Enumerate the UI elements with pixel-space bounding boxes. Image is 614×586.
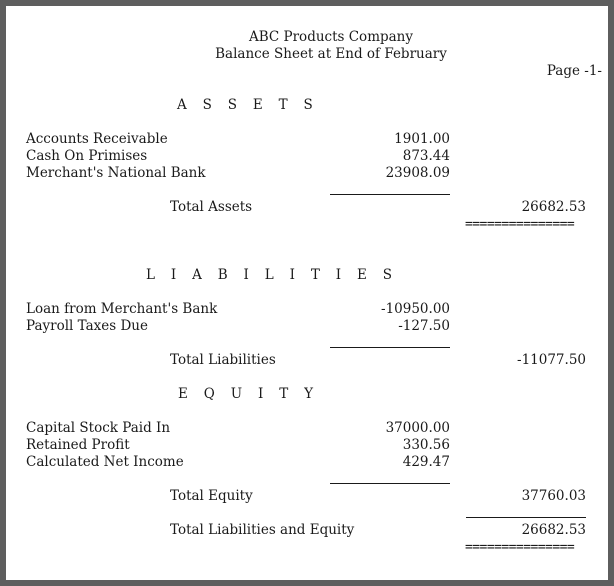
assets-heading: A S S E T S <box>177 97 319 113</box>
total-liabilities-label: Total Liabilities <box>170 352 276 368</box>
assets-subtotal-rule <box>330 194 450 195</box>
page-number: Page -1- <box>546 63 602 79</box>
liability-amount: -10950.00 <box>381 301 450 317</box>
report-title: Balance Sheet at End of February <box>215 46 447 62</box>
asset-label: Merchant's National Bank <box>26 165 206 181</box>
liability-amount: -127.50 <box>398 318 450 334</box>
liabilities-subtotal-rule <box>330 347 450 348</box>
total-assets-label: Total Assets <box>170 199 253 215</box>
liability-label: Payroll Taxes Due <box>26 318 148 334</box>
grand-total-rule <box>466 517 586 518</box>
company-name: ABC Products Company <box>248 29 414 45</box>
asset-amount: 1901.00 <box>394 131 450 147</box>
total-equity-label: Total Equity <box>170 488 253 504</box>
equity-amount: 37000.00 <box>385 420 450 436</box>
asset-label: Cash On Primises <box>26 148 148 164</box>
total-equity-amount: 37760.03 <box>521 488 586 504</box>
equity-heading: E Q U I T Y <box>178 386 319 402</box>
asset-amount: 873.44 <box>402 148 450 164</box>
equity-amount: 330.56 <box>402 437 450 453</box>
grand-total-label: Total Liabilities and Equity <box>170 522 355 538</box>
total-assets-double-rule: =============== <box>465 217 575 232</box>
equity-subtotal-rule <box>330 483 450 484</box>
liabilities-heading: L I A B I L I T I E S <box>146 267 398 283</box>
asset-label: Accounts Receivable <box>26 131 168 147</box>
total-assets-amount: 26682.53 <box>521 199 586 215</box>
equity-amount: 429.47 <box>402 454 450 470</box>
grand-total-double-rule: =============== <box>465 540 575 555</box>
grand-total-amount: 26682.53 <box>521 522 586 538</box>
total-liabilities-amount: -11077.50 <box>517 352 586 368</box>
asset-amount: 23908.09 <box>385 165 450 181</box>
liability-label: Loan from Merchant's Bank <box>26 301 218 317</box>
equity-label: Retained Profit <box>26 437 130 453</box>
equity-label: Calculated Net Income <box>26 454 184 470</box>
equity-label: Capital Stock Paid In <box>26 420 171 436</box>
